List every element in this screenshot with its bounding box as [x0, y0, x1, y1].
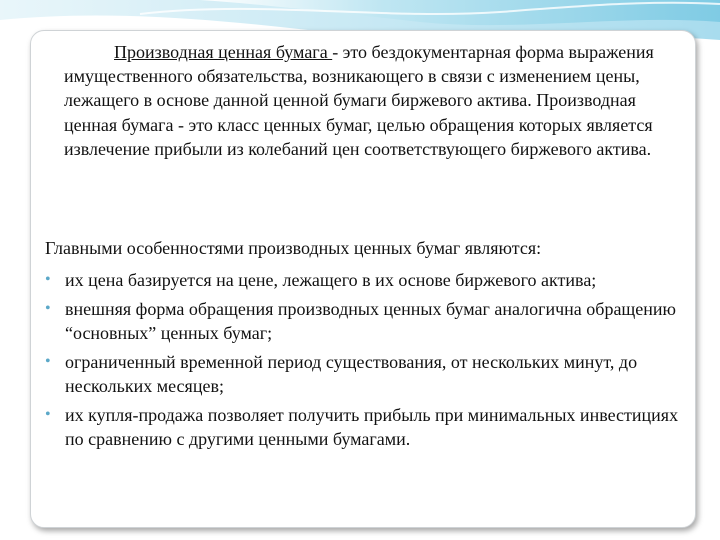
definition-term: Производная ценная бумага	[114, 42, 333, 62]
features-list	[45, 268, 685, 456]
features-heading: Главными особенностями производных ценных бумаг являются:	[45, 238, 542, 258]
list-item	[45, 268, 685, 292]
list-item-text: их купля-продажа позволяет получить прибыль при минимальных инвестициях по сравнению с другими ценными бумагами.	[65, 405, 679, 449]
list-item-text: внешняя форма обращения производных ценных бумаг аналогична обращению “основных” ценных бумаг;	[65, 299, 676, 343]
list-item	[45, 297, 685, 345]
definition-paragraph	[64, 40, 684, 161]
definition-text: - это бездокументарная форма выражения имущественного обязательства, возникающего в связи с изменением цены, лежащего в основе данной ценной бумаги биржевого актива. Производная ценная бумага - это класс ценных бумаг, целью обращения которых является извлечение прибыли из колебаний цен соответствующего биржевого актива.	[64, 42, 654, 159]
bullet-icon: •	[45, 353, 51, 370]
bullet-icon: •	[45, 406, 51, 423]
bullet-icon: •	[45, 271, 51, 288]
bullet-icon: •	[45, 300, 51, 317]
list-item	[45, 403, 685, 451]
list-item-text: ограниченный временной период существования, от нескольких минут, до нескольких месяцев;	[65, 352, 638, 396]
list-item	[45, 350, 685, 398]
list-item-text: их цена базируется на цене, лежащего в их основе биржевого актива;	[65, 270, 597, 290]
